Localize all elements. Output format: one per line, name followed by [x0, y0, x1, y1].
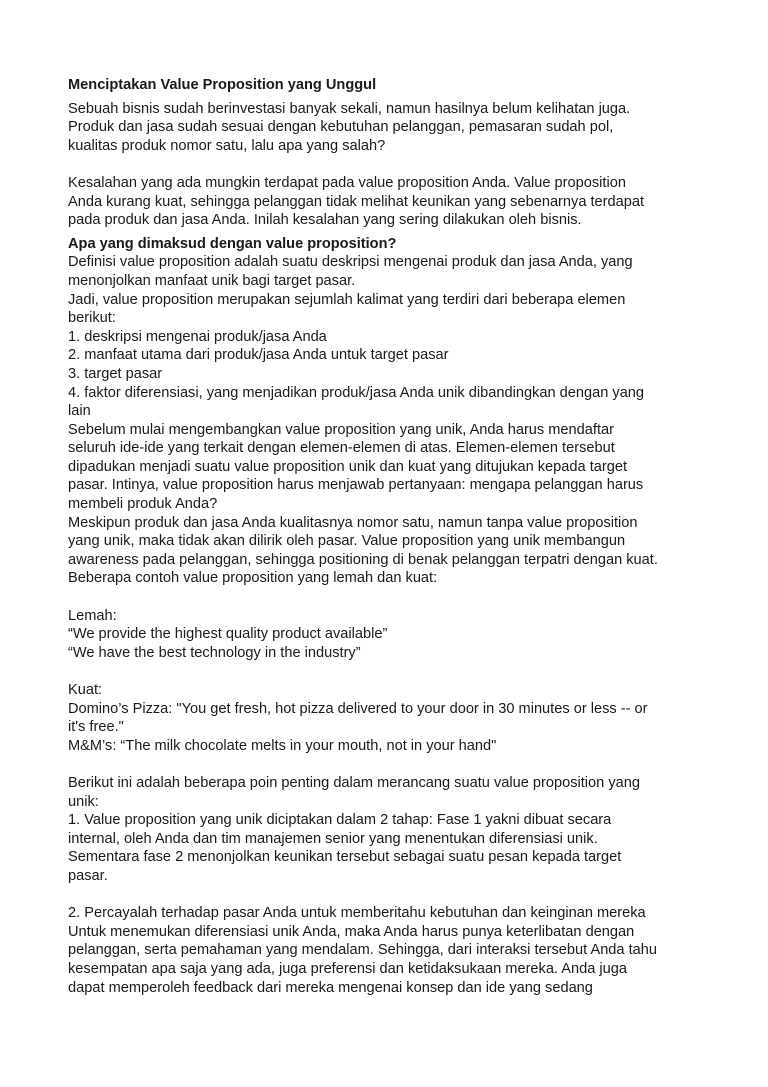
quote-line: “We provide the highest quality product available” — [68, 626, 388, 643]
spacer — [68, 588, 708, 607]
text-line: 1. Value proposition yang unik diciptakan dalam 2 tahap: Fase 1 yakni dibuat secara — [68, 812, 612, 829]
text-line: pada produk dan jasa Anda. Inilah kesalahan yang sering dilakukan oleh bisnis. — [68, 212, 582, 229]
text-line: Produk dan jasa sudah sesuai dengan kebutuhan pelanggan, pemasaran sudah pol, — [68, 119, 614, 136]
quote-line: “We have the best technology in the industry” — [68, 644, 361, 661]
spacer — [68, 155, 708, 174]
quote-line: Domino’s Pizza: "You get fresh, hot pizza delivered to your door in 30 minutes or less -- or — [68, 700, 648, 717]
text-line: berikut: — [68, 310, 116, 327]
kuat-examples — [68, 681, 708, 755]
text-line: lain — [68, 403, 91, 420]
text-line: dipadukan menjadi suatu value proposition unik dan kuat yang ditujukan kepada target — [68, 458, 628, 475]
text-line: kualitas produk nomor satu, lalu apa yang salah? — [68, 137, 386, 154]
list-item: 3. target pasar — [68, 365, 163, 382]
text-line: Berikut ini adalah beberapa poin penting dalam merancang suatu value proposition yang — [68, 774, 640, 791]
text-line: pasar. Intinya, value proposition harus menjawab pertanyaan: mengapa pelanggan harus — [68, 477, 644, 494]
list-item: 1. deskripsi mengenai produk/jasa Anda — [68, 328, 327, 345]
text-line: Anda kurang kuat, sehingga pelanggan tidak melihat keunikan yang sebenarnya terdapat — [68, 193, 645, 210]
list-item: 4. faktor diferensiasi, yang menjadikan produk/jasa Anda unik dibandingkan dengan yang — [68, 384, 645, 401]
text-line: Sebuah bisnis sudah berinvestasi banyak sekali, namun hasilnya belum kelihatan juga. — [68, 100, 631, 117]
text-line: Sebelum mulai mengembangkan value proposition yang unik, Anda harus mendaftar — [68, 421, 614, 438]
spacer — [68, 662, 708, 681]
text-line: Beberapa contoh value proposition yang lemah dan kuat: — [68, 570, 438, 587]
text-line: unik: — [68, 793, 99, 810]
document-title: Menciptakan Value Proposition yang Unggul — [68, 77, 377, 93]
spacer — [68, 886, 708, 905]
poin-section-2 — [68, 904, 708, 997]
text-line: Lemah: — [68, 607, 117, 624]
text-line: pelanggan, serta pemahaman yang mendalam. Sehingga, dari interaksi tersebut Anda tahu — [68, 942, 658, 959]
text-line: membeli produk Anda? — [68, 496, 218, 513]
spacer — [68, 755, 708, 774]
text-line: 2. Percayalah terhadap pasar Anda untuk memberitahu kebutuhan dan keinginan mereka — [68, 905, 646, 922]
text-line: pasar. — [68, 867, 108, 884]
text-line: Definisi value proposition adalah suatu deskripsi mengenai produk dan jasa Anda, yang — [68, 254, 633, 271]
text-line: menonjolkan manfaat unik bagi target pasar. — [68, 272, 356, 289]
text-line: awareness pada pelanggan, sehingga positioning di benak pelanggan terpatri dengan kuat. — [68, 551, 658, 568]
lemah-examples — [68, 607, 708, 663]
text-line: seluruh ide-ide yang terkait dengan elemen-elemen di atas. Elemen-elemen tersebut — [68, 440, 615, 457]
text-line: Kesalahan yang ada mungkin terdapat pada value proposition Anda. Value proposition — [68, 174, 626, 191]
text-line: Kuat: — [68, 682, 103, 698]
quote-line: it's free." — [68, 719, 124, 736]
text-line: internal, oleh Anda dan tim manajemen senior yang menentukan diferensiasi unik. — [68, 830, 598, 847]
document-page — [68, 76, 708, 997]
intro-paragraph — [68, 100, 708, 156]
text-line: kesempatan apa saja yang ada, juga preferensi dan ketidaksukaan mereka. Anda juga — [68, 960, 627, 977]
text-line: yang unik, maka tidak akan dilirik oleh pasar. Value proposition yang unik membangun — [68, 533, 626, 550]
text-line: Meskipun produk dan jasa Anda kualitasnya nomor satu, namun tanpa value proposition — [68, 514, 638, 531]
definisi-section — [68, 253, 708, 588]
text-line: Sementara fase 2 menonjolkan keunikan tersebut sebagai suatu pesan kepada target — [68, 849, 622, 866]
text-line: dapat memperoleh feedback dari mereka mengenai konsep dan ide yang sedang — [68, 979, 593, 996]
poin-section-1 — [68, 774, 708, 886]
text-line: Untuk menemukan diferensiasi unik Anda, maka Anda harus punya keterlibatan dengan — [68, 923, 635, 940]
quote-line: M&M’s: “The milk chocolate melts in your mouth, not in your hand" — [68, 737, 497, 754]
list-item: 2. manfaat utama dari produk/jasa Anda untuk target pasar — [68, 347, 449, 364]
kesalahan-paragraph — [68, 174, 708, 230]
section-heading: Apa yang dimaksud dengan value proposition? — [68, 235, 397, 252]
text-line: Jadi, value proposition merupakan sejumlah kalimat yang terdiri dari beberapa elemen — [68, 291, 626, 308]
